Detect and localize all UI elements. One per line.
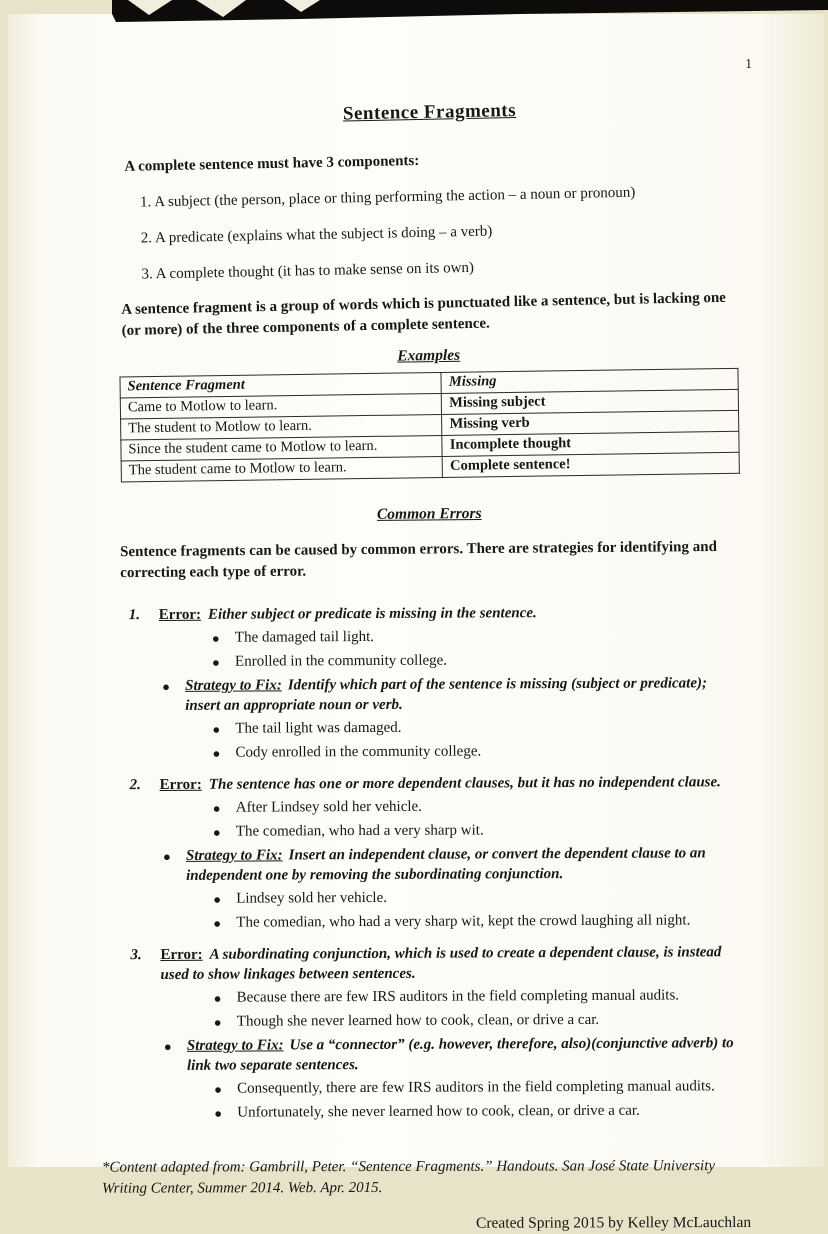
error-label: Error: (159, 776, 202, 794)
page-footer (101, 1156, 752, 1234)
strategy-text: Use a “connector” (e.g. however, therefore, also)(conjunctive adverb) to link two separate sentences. (186, 1035, 734, 1074)
strategy-statement (187, 1033, 740, 1076)
error-heading (130, 942, 739, 985)
component-item-predicate: 2. A predicate (explains what the subject is doing – a verb) (140, 223, 493, 247)
table-cell-fragment: The student came to Motlow to learn. (121, 456, 443, 481)
common-errors-intro: Sentence fragments can be caused by common errors. There are strategies for identifying and correcting each type of error. (119, 538, 717, 582)
bullet-icon: ● (213, 915, 222, 931)
table-header-missing: Missing (441, 368, 738, 393)
fragment-definition: A sentence fragment is a group of words which is punctuated like a sentence, but is lacking one (or more) of the three components of a complete sentence. (121, 289, 727, 339)
component-item-subject: 1. A subject (the person, place or thing performing the action – a noun or pronoun) (139, 184, 636, 211)
components-heading: A complete sentence must have 3 components: (124, 152, 420, 175)
bad-example-text: Though she never learned how to cook, clean, or drive a car. (236, 1011, 600, 1030)
error-number: 3. (130, 947, 142, 964)
bullet-icon: ● (162, 848, 171, 864)
error-heading (130, 772, 739, 795)
table-header-fragment: Sentence Fragment (120, 372, 442, 397)
bad-example-text: Because there are few IRS auditors in the field completing manual audits. (236, 987, 680, 1006)
bullet-icon: ● (213, 990, 222, 1006)
component-item-thought: 3. A complete thought (it has to make sense on its own) (141, 259, 475, 283)
fixed-example-item (212, 716, 738, 740)
scanned-page (8, 14, 824, 1232)
common-errors-heading: Common Errors (376, 505, 482, 523)
error-statement (160, 942, 739, 985)
strategy-label: Strategy to Fix: (186, 1037, 284, 1054)
common-errors-header (120, 502, 740, 584)
bullet-icon: ● (212, 721, 221, 737)
error-item-3 (120, 942, 740, 1124)
fixed-example-text: Lindsey sold her vehicle. (236, 889, 388, 907)
error-description: Either subject or predicate is missing in the sentence. (207, 605, 537, 623)
strategy-label: Strategy to Fix: (185, 847, 283, 864)
intro-section (118, 146, 741, 342)
bullet-icon: ● (212, 745, 221, 761)
bullet-icon: ● (211, 630, 220, 646)
bad-example-text: The comedian, who had a very sharp wit. (235, 822, 484, 840)
strategy-item (163, 843, 739, 886)
page-content (8, 14, 824, 1233)
strategy-text: Insert an independent clause, or convert the dependent clause to an independent one by removing the subordinating conjunction. (186, 845, 706, 884)
examples-heading: Examples (397, 346, 461, 365)
error-description: A subordinating conjunction, which is used to create a dependent clause, is instead used to show linkages between sentences. (160, 944, 722, 984)
bad-example-item (213, 795, 739, 819)
strategy-label: Strategy to Fix: (185, 677, 282, 694)
citation-text: *Content adapted from: Gambrill, Peter. “Sentence Fragments.” Handouts. San José State University Writing Center, Summer 2014. Web. Apr. 2015. (101, 1158, 716, 1197)
bullet-icon: ● (212, 824, 221, 840)
strategy-item (164, 1033, 740, 1076)
bullet-icon: ● (214, 1105, 223, 1121)
strategy-item (162, 673, 738, 716)
table-cell-missing: Incomplete thought (442, 431, 739, 456)
fixed-example-text: The tail light was damaged. (235, 719, 402, 737)
bullet-icon: ● (213, 891, 222, 907)
error-item-2 (120, 772, 740, 934)
table-cell-missing: Missing verb (442, 410, 739, 435)
bullet-icon: ● (162, 678, 171, 695)
table-cell-fragment: Since the student came to Motlow to learn. (121, 435, 443, 460)
bad-example-item (212, 649, 738, 673)
scan-artifact-band (0, 0, 828, 24)
credit-text: Created Spring 2015 by Kelley McLauchlan (475, 1213, 752, 1232)
bad-example-item (214, 985, 740, 1009)
fixed-example-item (214, 1076, 740, 1100)
fixed-example-text: Cody enrolled in the community college. (235, 743, 482, 761)
bullet-icon: ● (211, 654, 220, 670)
bad-example-text: The damaged tail light. (234, 628, 375, 646)
strategy-statement (185, 673, 738, 716)
bad-example-text: Enrolled in the community college. (234, 652, 448, 670)
bad-example-item (214, 1009, 740, 1033)
fixed-example-item (212, 740, 738, 764)
bad-example-item (212, 625, 738, 649)
page-number: 1 (745, 56, 752, 71)
error-statement (160, 772, 721, 795)
error-label: Error: (160, 946, 203, 964)
fixed-example-item (213, 910, 739, 934)
table-cell-missing: Missing subject (442, 389, 739, 414)
bad-example-item (213, 819, 739, 843)
bullet-icon: ● (163, 1038, 172, 1054)
fixed-example-item (214, 1100, 740, 1124)
table-cell-fragment: The student to Motlow to learn. (121, 414, 443, 439)
error-item-1 (119, 602, 739, 764)
document-title: Sentence Fragments (342, 100, 517, 125)
error-list (119, 602, 741, 1124)
fixed-example-text: The comedian, who had a very sharp wit, kept the crowd laughing all night. (236, 912, 691, 931)
bullet-icon: ● (213, 1014, 222, 1030)
bad-example-text: After Lindsey sold her vehicle. (235, 798, 422, 816)
error-number: 2. (129, 777, 141, 794)
fixed-example-text: Unfortunately, she never learned how to cook, clean, or drive a car. (237, 1102, 640, 1121)
table-cell-missing: Complete sentence! (442, 452, 739, 477)
error-description: The sentence has one or more dependent clauses, but it has no independent clause. (208, 774, 721, 793)
bullet-icon: ● (212, 800, 221, 816)
error-statement (159, 603, 537, 625)
fixed-example-item (213, 886, 739, 910)
error-number: 1. (128, 607, 141, 624)
table-cell-fragment: Came to Motlow to learn. (120, 393, 442, 418)
bullet-icon: ● (214, 1081, 222, 1097)
error-heading (129, 602, 738, 625)
examples-table (119, 368, 739, 483)
torn-edge-graphic (0, 0, 828, 24)
strategy-statement (186, 843, 739, 886)
examples-section (119, 342, 740, 483)
error-label: Error: (158, 606, 202, 624)
fixed-example-text: Consequently, there are few IRS auditors in the field completing manual audits. (237, 1078, 715, 1097)
strategy-text: Identify which part of the sentence is missing (subject or predicate); insert an appropriate noun or verb. (185, 675, 707, 714)
